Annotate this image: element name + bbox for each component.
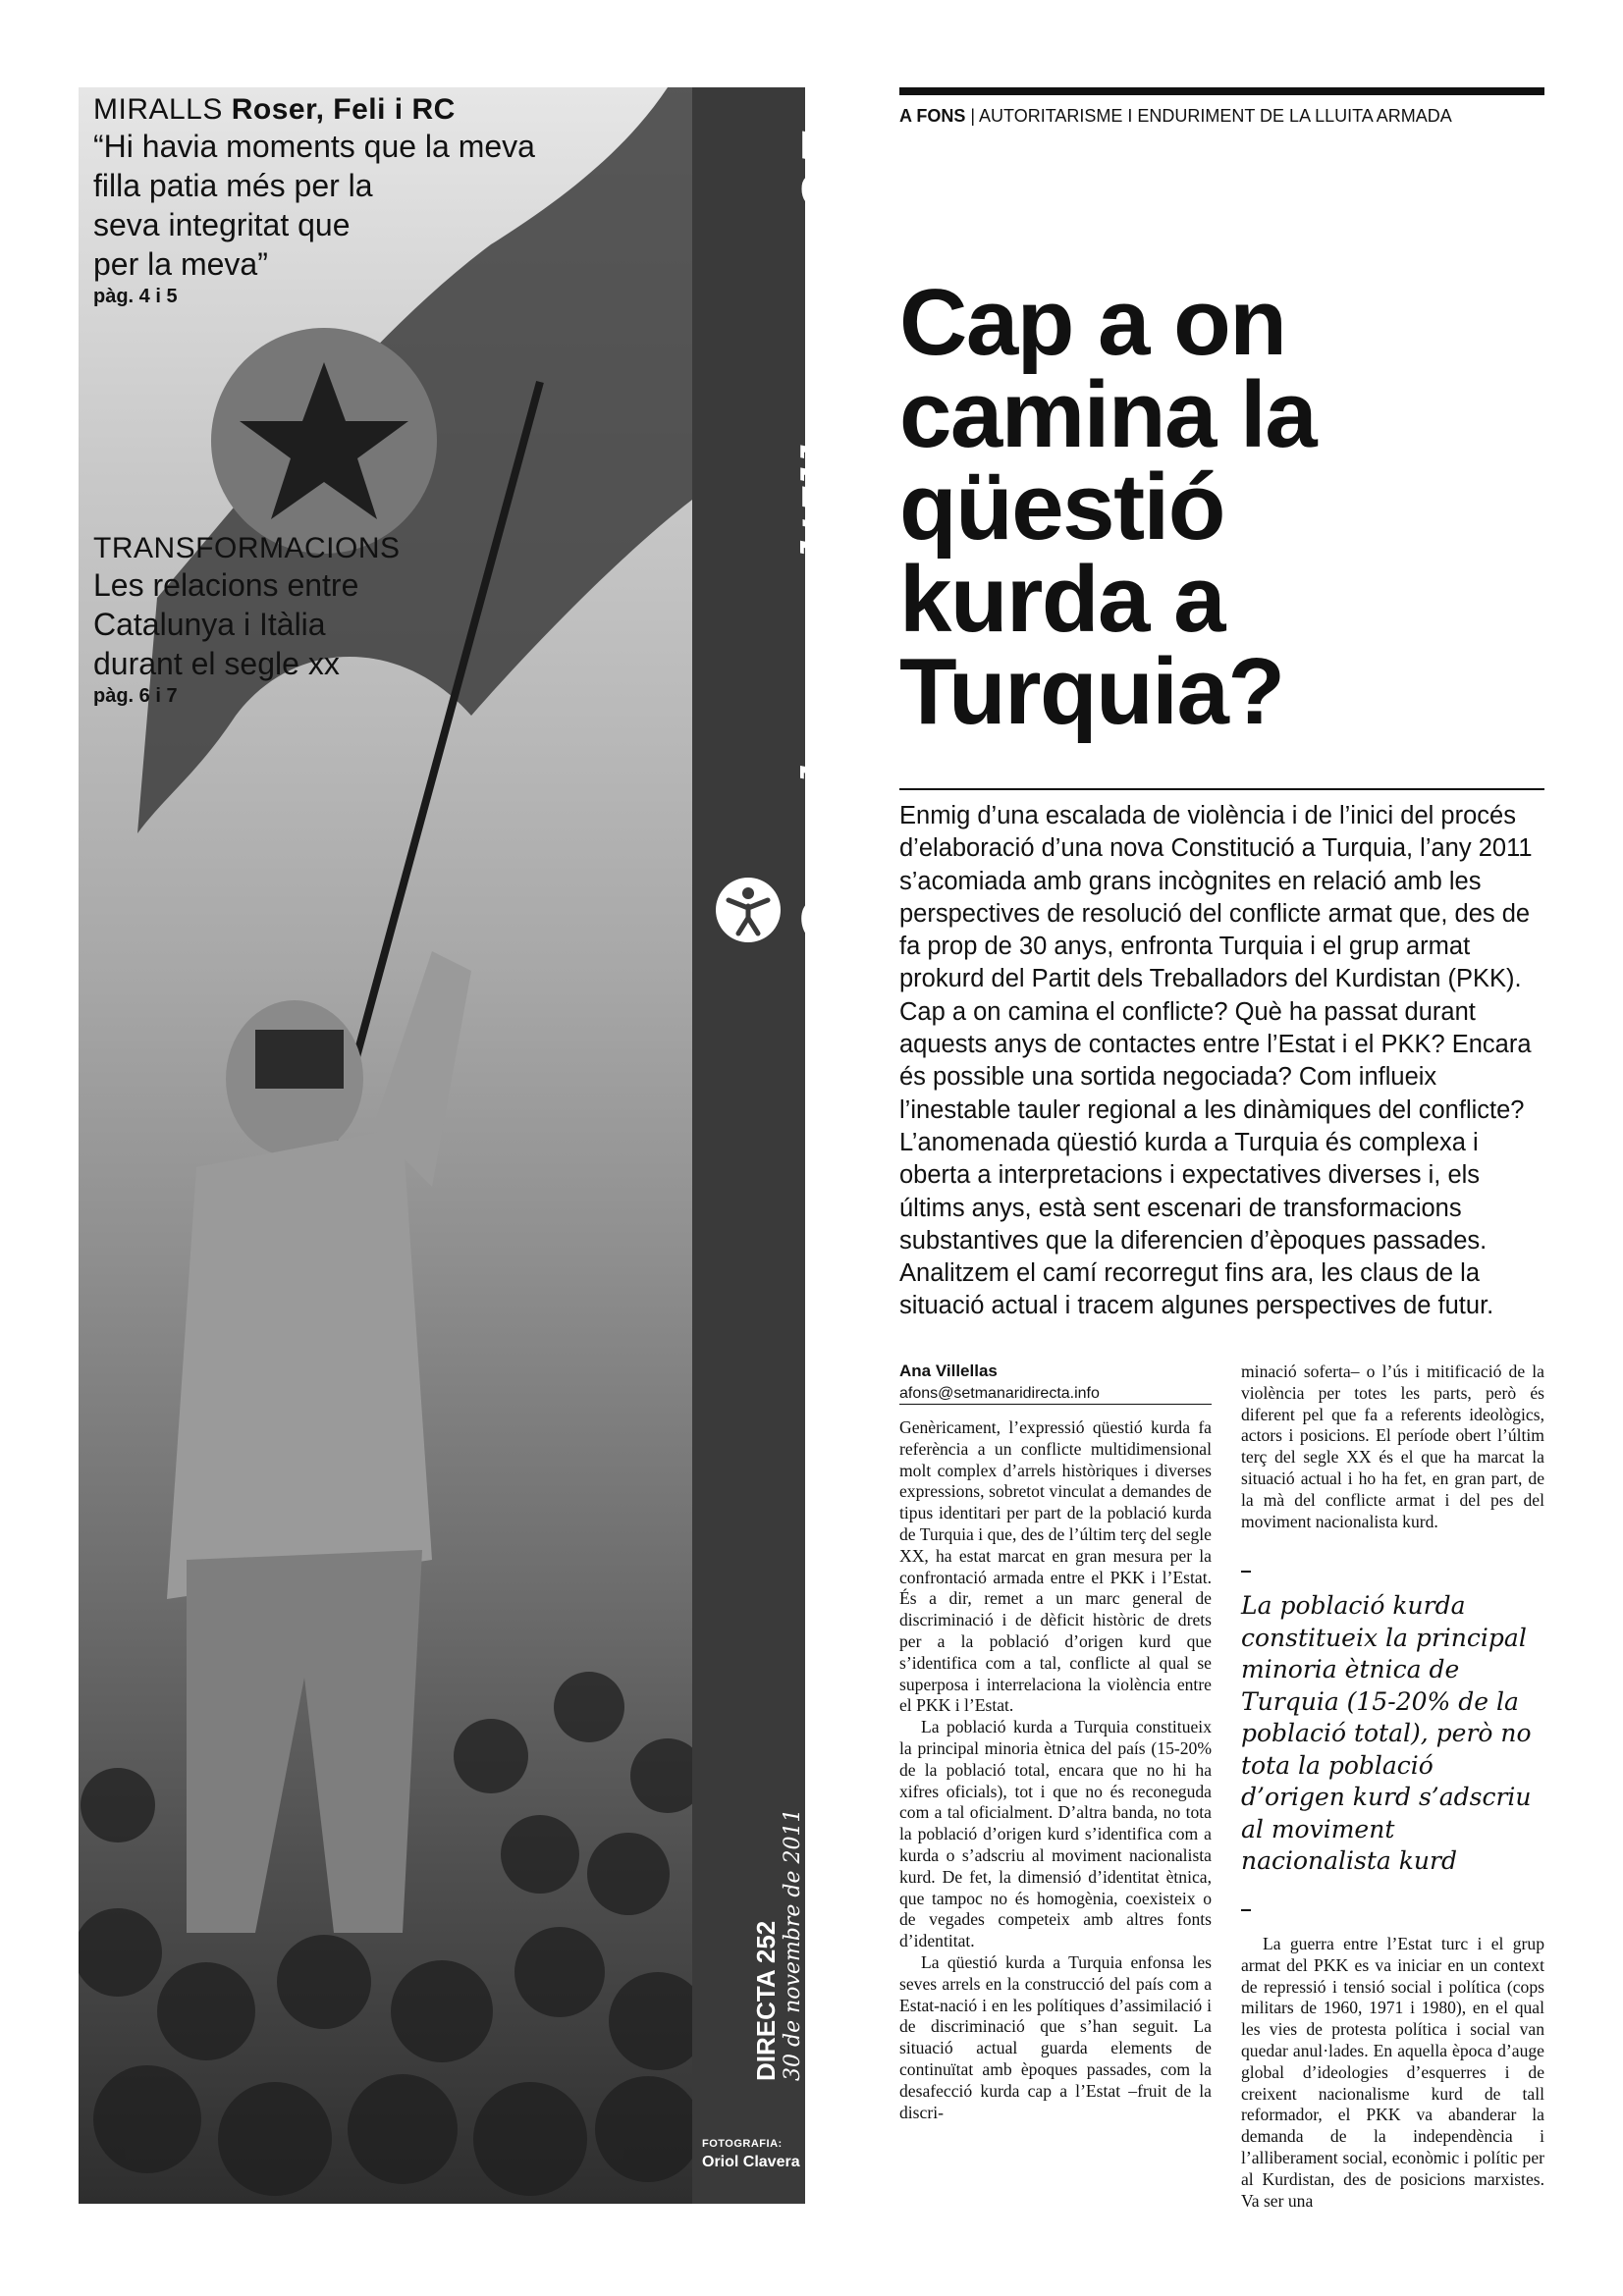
teaser-pages: pàg. 4 i 5 <box>93 286 178 307</box>
body-paragraph: Genèricament, l’expressió qüestió kurda fa referència a un conflicte multidimensional molt complex d’arrels històriques i diverses expressions, sobretot vinculat a demandes de tipus identitari per part de la població kurda de Turquia i que, des de l’últim terç del segle XX, ha estat marcat en gran mesura per la confrontació armada entre el PKK i l’Estat. És a dir, remet a un marc general de discriminació i de dèficit històric de drets per a la població d’origen kurd que s’identifica com a tal, conflicte al qual se superposa i interrelaciona la violència entre el PKK i l’Estat. <box>899 1417 1212 1716</box>
section-header: A FONS | AUTORITARISME I ENDURIMENT DE LA LLUITA ARMADA <box>899 106 1452 126</box>
teaser-pages: pàg. 6 i 7 <box>93 685 178 707</box>
headline: Cap a on camina la qüestió kurda a Turquia? <box>899 270 1317 744</box>
masthead <box>692 87 871 954</box>
photo-credit-label: FOTOGRAFIA: <box>702 2138 783 2150</box>
photo-credit-name: Oriol Clavera <box>702 2154 800 2170</box>
byline <box>899 1362 1212 1403</box>
photo-credit <box>702 2138 800 2171</box>
headline-rule <box>899 788 1544 790</box>
body-paragraph: La guerra entre l’Estat turc i el grup armat del PKK es va iniciar en un context de repressió i tensió social i política (cops militars de 1960, 1971 i 1980), en el qual les vies de protesta política i social van quedar anul·lades. En aquella època d’auge global d’ideologies d’esquerres i de creixent nacionalisme kurd de tall reformador, el PKK va abanderar la demanda de la independència i l’alliberament social, econòmic i polític per al Kurdistan, des de posicions marxistes. Va ser una <box>1241 1934 1544 2211</box>
cover-photo-illustration <box>79 87 692 2204</box>
body-paragraph: minació soferta– o l’ús i mitificació de la violència per totes les parts, però és diferent pel que fa a referents ideològics, actors i posicions. El període obert l’últim terç del segle XX és el que ha marcat la situació actual i ho ha fet, en gran part, de la mà del conflicte armat i del pes del moviment nacionalista kurd. <box>1241 1362 1544 1531</box>
teaser-kicker: MIRALLS Roser, Feli i RC <box>93 93 456 126</box>
body-paragraph: La qüestió kurda a Turquia enfonsa les seves arrels en la construcció del país com a Estat-nació i en les polítiques d’assimilació i de discriminació que s’han seguit. La situació actual guarda elements de continuïtat amb èpoques passades, com la desafecció kurda cap a l’Estat –fruit de la discri- <box>899 1951 1212 2122</box>
teaser-text: Les relacions entre Catalunya i Itàlia durant el segle xx <box>93 567 359 681</box>
author-email[interactable]: afons@setmanaridirecta.info <box>899 1385 1100 1402</box>
body-column-2-top <box>1241 1362 1544 1532</box>
teaser-kicker: TRANSFORMACIONS <box>93 532 401 564</box>
stick-figure-logo-icon <box>715 877 782 943</box>
issue-info <box>692 1669 805 2091</box>
pull-quote: La població kurda constitueix la principal minoria ètnica de Turquia (15-20% de la població total), però no tota la població d’origen kurd s’adscriu al moviment nacionalista kurd <box>1241 1591 1532 1875</box>
author-name: Ana Villellas <box>899 1362 998 1380</box>
body-paragraph: La població kurda a Turquia constitueix la principal minoria ètnica del país (15-20% de la població total, encara que no hi ha xifres oficials), tot i que no és reconeguda com a tal oficialment. D’altra banda, no tota la població d’origen kurd s’identifica com a kurda o s’adscriu al moviment nacionalista kurd. De fet, la dimensió d’identitat ètnica, que tampoc no és homogènia, coexisteix o de vegades competeix amb altres fonts d’identitat. <box>899 1717 1212 1951</box>
section-topic: AUTORITARISME I ENDURIMENT DE LA LLUITA ARMADA <box>979 106 1452 126</box>
pull-quote-dash-top <box>1241 1571 1251 1573</box>
section-label: A FONS <box>899 106 966 126</box>
byline-rule <box>899 1404 1212 1405</box>
teaser-miralls[interactable] <box>93 93 535 308</box>
issue-name: DIRECTA 252 <box>751 1920 781 2081</box>
masthead-title: Quaderns d’Illacrua 85 <box>788 127 871 954</box>
section-top-rule <box>899 87 1544 95</box>
body-column-2-bottom <box>1241 1934 1544 2212</box>
lede: Enmig d’una escalada de violència i de l’inici del procés d’elaboració d’una nova Constitució a Turquia, l’any 2011 s’acomiada amb grans incògnites en relació amb les perspectives de resolució del conflicte armat que, des de fa prop de 30 anys, enfronta Turquia i el grup armat prokurd del Partit dels Treballadors del Kurdistan (PKK). Cap a on camina el conflicte? Què ha passat durant aquests anys de contactes entre l’Estat i el PKK? Encara és possible una sortida negociada? Com influeix l’inestable tauler regional a les dinàmiques del conflicte? L’anomenada qüestió kurda a Turquia és complexa i oberta a interpretacions i expectatives diverses i, els últims anys, està sent escenari de transformacions substantives que la diferencien d’èpoques passades. Analitzem el camí recorregut fins ara, les claus de la situació actual i tracem algunes perspectives de futur. <box>899 802 1533 1320</box>
pull-quote-dash-bottom <box>1241 1909 1251 1911</box>
body-column-1 <box>899 1417 1212 2123</box>
masthead-number: 85 <box>788 127 871 217</box>
teaser-quote: “Hi havia moments que la meva filla patia més per la seva integritat que per la meva” <box>93 129 535 282</box>
issue-date: 30 de novembre de 2011 <box>781 1808 805 2081</box>
cover-photo <box>79 87 692 2204</box>
teaser-transformacions[interactable] <box>93 532 401 708</box>
